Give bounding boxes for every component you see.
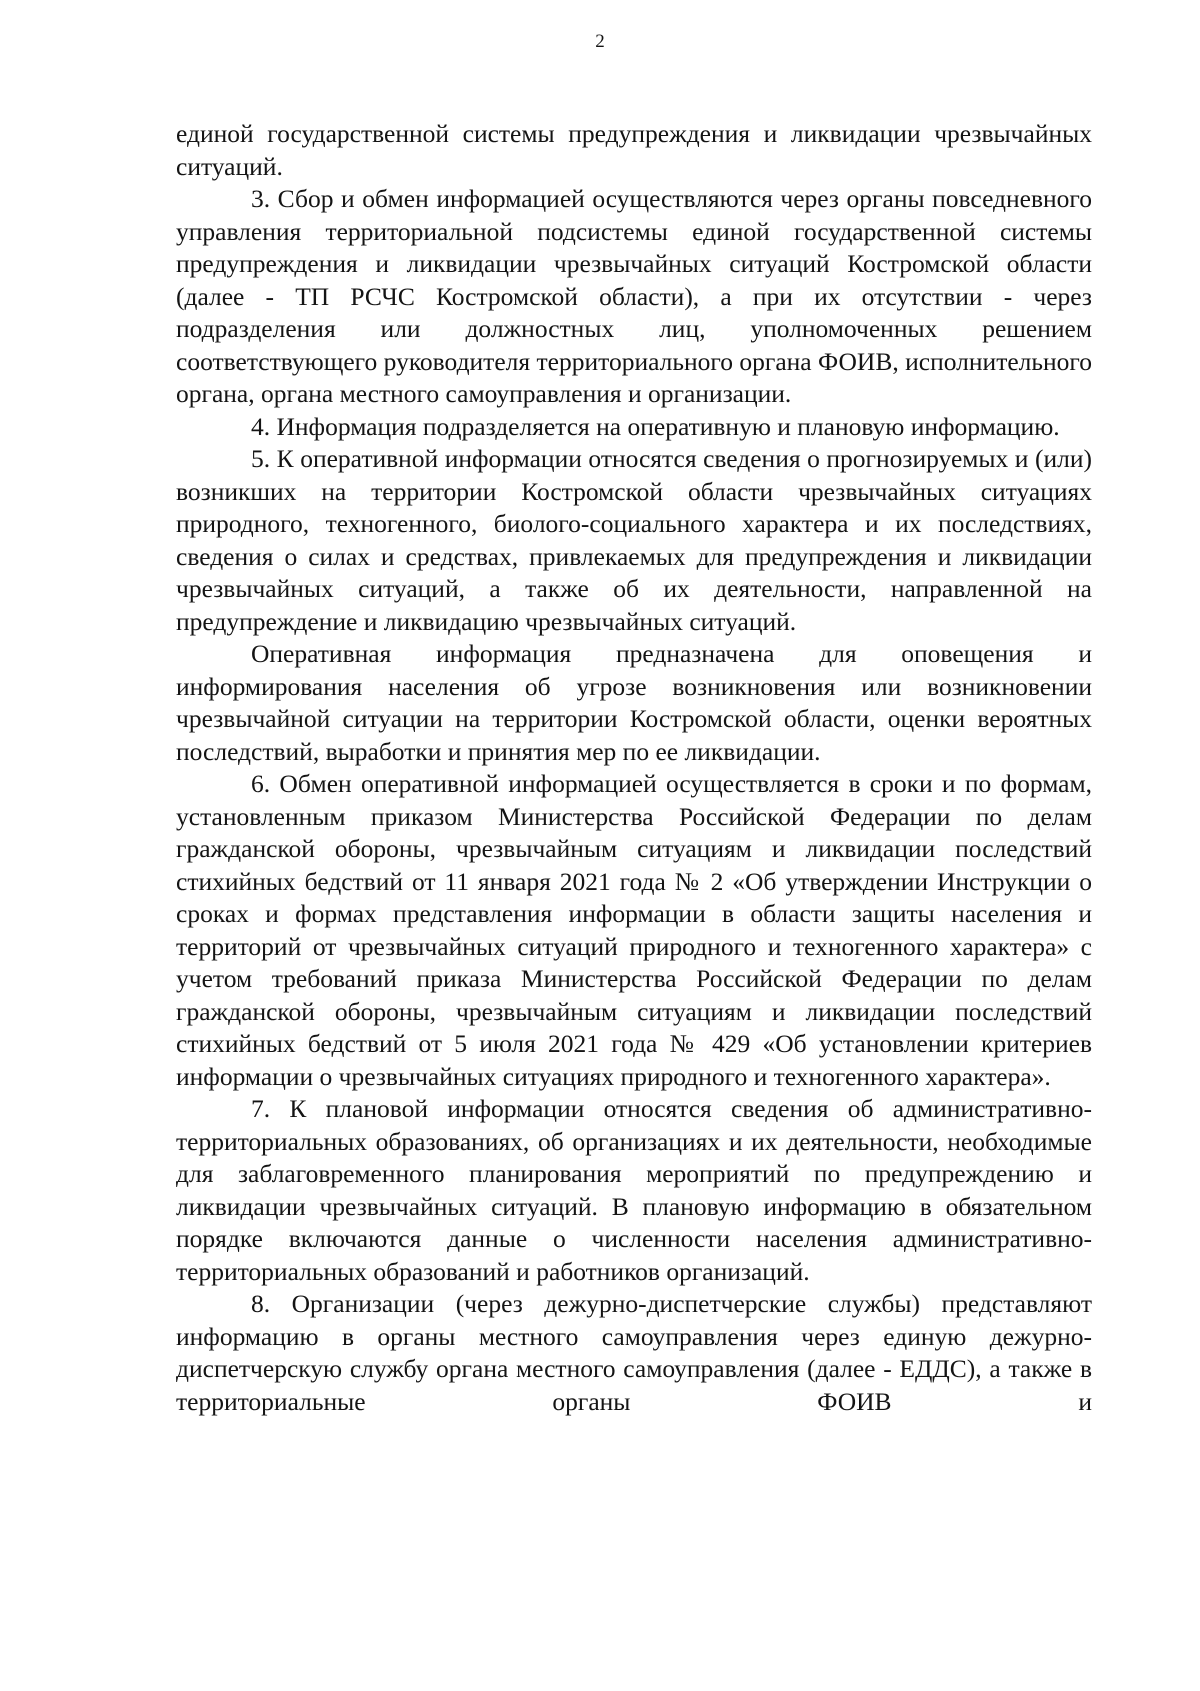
page-number: 2 <box>595 31 605 52</box>
paragraph-item-4: 4. Информация подразделяется на оперативную и плановую информацию. <box>251 411 1060 441</box>
document-body <box>176 118 1092 1418</box>
paragraph-item-3: 3. Сбор и обмен информацией осуществляются через органы повседневного управления территориальной подсистемы единой государственной системы предупреждения и ликвидации чрезвычайных ситуаций Костромской области (далее - ТП РСЧС Костромской области), а при их отсутствии - через подразделения или должностных лиц, уполномоченных решением соответствующего руководителя территориального органа ФОИВ, исполнительного органа, органа местного самоуправления и организации. <box>176 184 1092 408</box>
paragraph-item-8: 8. Организации (через дежурно-диспетчерские службы) представляют информацию в органы местного самоуправления через единую дежурно-диспетчерскую службу органа местного самоуправления (далее - ЕДДС), а также в территориальные органы ФОИВ и <box>176 1289 1092 1416</box>
paragraph-item-6: 6. Обмен оперативной информацией осуществляется в сроки и по формам, установленным приказом Министерства Российской Федерации по делам гражданской обороны, чрезвычайным ситуациям и ликвидации последствий стихийных бедствий от 11 января 2021 года № 2 «Об утверждении Инструкции о сроках и формах представления информации в области защиты населения и территорий от чрезвычайных ситуаций природного и техногенного характера» с учетом требований приказа Министерства Российской Федерации по делам гражданской обороны, чрезвычайным ситуациям и ликвидации последствий стихийных бедствий от 5 июля 2021 года № 429 «Об установлении критериев информации о чрезвычайных ситуациях природного и техногенного характера». <box>176 769 1092 1091</box>
paragraph-item-7: 7. К плановой информации относятся сведения об административно-территориальных образованиях, об организациях и их деятельности, необходимые для заблаговременного планирования мероприятий по предупреждению и ликвидации чрезвычайных ситуаций. В плановую информацию в обязательном порядке включаются данные о численности населения административно-территориальных образований и работников организаций. <box>176 1094 1092 1286</box>
paragraph-operative-info: Оперативная информация предназначена для оповещения и информирования населения об угрозе возникновения или возникновении чрезвычайной ситуации на территории Костромской области, оценки вероятных последствий, выработки и принятия мер по ее ликвидации. <box>176 639 1092 766</box>
paragraph-continuation: единой государственной системы предупреждения и ликвидации чрезвычайных ситуаций. <box>176 119 1092 181</box>
paragraph-item-5: 5. К оперативной информации относятся сведения о прогнозируемых и (или) возникших на территории Костромской области чрезвычайных ситуациях природного, техногенного, биолого-социального характера и их последствиях, сведения о силах и средствах, привлекаемых для предупреждения и ликвидации чрезвычайных ситуаций, а также об их деятельности, направленной на предупреждение и ликвидацию чрезвычайных ситуаций. <box>176 444 1092 636</box>
